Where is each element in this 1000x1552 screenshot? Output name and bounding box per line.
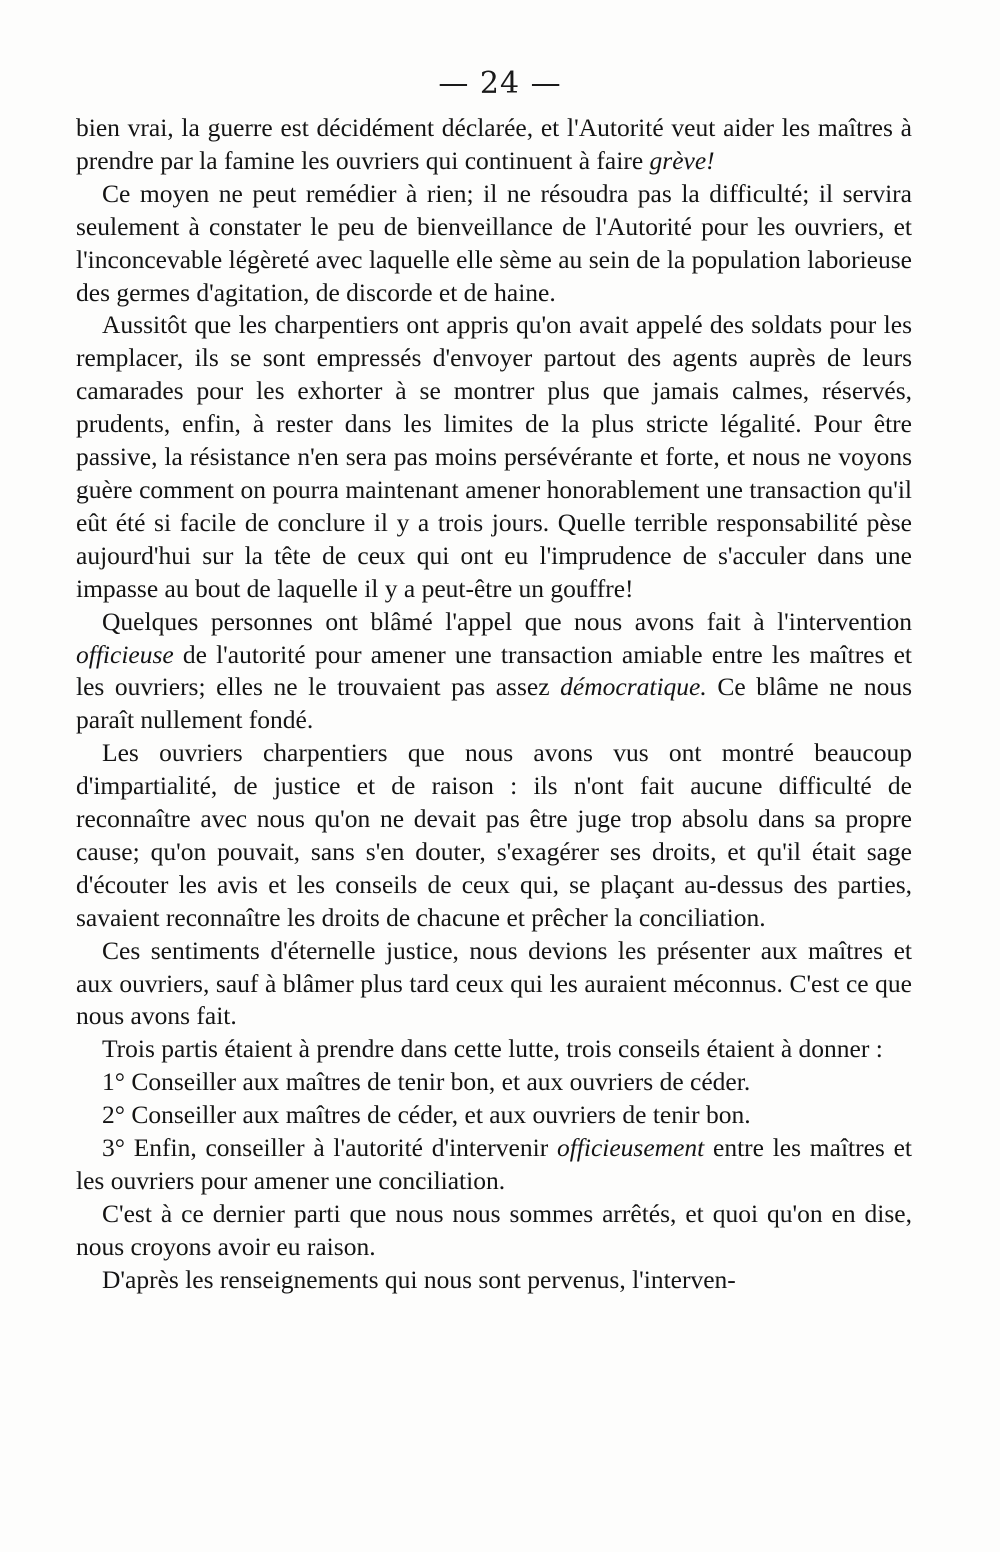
list-item-1: 1° Conseiller aux maîtres de tenir bon, et aux ouvriers de céder. [102, 1067, 751, 1097]
paragraph-1: bien vrai, la guerre est décidément déclarée, et l'Autorité veut aider les maîtres à prendre par la famine les ouvriers qui continuent à faire grève! [76, 113, 912, 175]
paragraph-3: Aussitôt que les charpentiers ont appris qu'on avait appelé des soldats pour les remplacer, ils se sont empressés d'envoyer partout des agents auprès de leurs camarades pour les exhorter à se montrer plus que jamais calmes, réservés, prudents, enfin, à rester dans les limites de la plus stricte légalité. Pour être passive, la résistance n'en sera pas moins persévérante et forte, et nous ne voyons guère comment on pourra maintenant amener honorablement une transaction qu'il eût été si facile de conclure il y a trois jours. Quelle terrible responsabilité pèse aujourd'hui sur la tête de ceux qui ont eu l'imprudence de s'acculer dans une impasse au bout de laquelle il y a peut-être un gouffre! [76, 310, 912, 603]
paragraph-5: Les ouvriers charpentiers que nous avons vus ont montré beaucoup d'impartialité, de justice et de raison : ils n'ont fait aucune difficulté de reconnaître avec nous qu'on ne devait pas être juge trop absolu dans sa propre cause; qu'on pouvait, sans s'en douter, s'exagérer ses droits, et qu'il était sage d'écouter les avis et les conseils de ceux qui, se plaçant au-dessus des parties, savaient reconnaître les droits de chacune et prêcher la conciliation. [76, 738, 912, 932]
paragraph-2: Ce moyen ne peut remédier à rien; il ne résoudra pas la difficulté; il servira seulement à constater le peu de bienveillance de l'Autorité pour les ouvriers, et l'inconcevable légèreté avec laquelle elle sème au sein de la population laborieuse des germes d'agitation, de discorde et de haine. [76, 178, 912, 307]
list-item-3: 3° Enfin, conseiller à l'autorité d'intervenir officieusement entre les maîtres et les ouvriers pour amener une conciliation. [76, 1133, 912, 1195]
paragraph-8: C'est à ce dernier parti que nous nous sommes arrêtés, et quoi qu'on en dise, nous croyons avoir eu raison. [76, 1198, 912, 1261]
paragraph-6: Ces sentiments d'éternelle justice, nous devions les présenter aux maîtres et aux ouvriers, sauf à blâmer plus tard ceux qui les auraient méconnus. C'est ce que nous avons fait. [76, 935, 912, 1031]
paragraph-4: Quelques personnes ont blâmé l'appel que nous avons fait à l'intervention officieuse de l'autorité pour amener une transaction amiable entre les maîtres et les ouvriers; elles ne le trouvaient pas assez démocratique. Ce blâme ne nous paraît nullement fondé. [76, 606, 912, 735]
page-number: — 24 — [438, 66, 562, 101]
paragraph-7: Trois partis étaient à prendre dans cette lutte, trois conseils étaient à donner : [102, 1034, 883, 1064]
body-text [76, 112, 912, 1297]
paragraph-9: D'après les renseignements qui nous sont pervenus, l'interven- [102, 1264, 736, 1294]
list-item-2: 2° Conseiller aux maîtres de céder, et aux ouvriers de tenir bon. [102, 1100, 751, 1130]
